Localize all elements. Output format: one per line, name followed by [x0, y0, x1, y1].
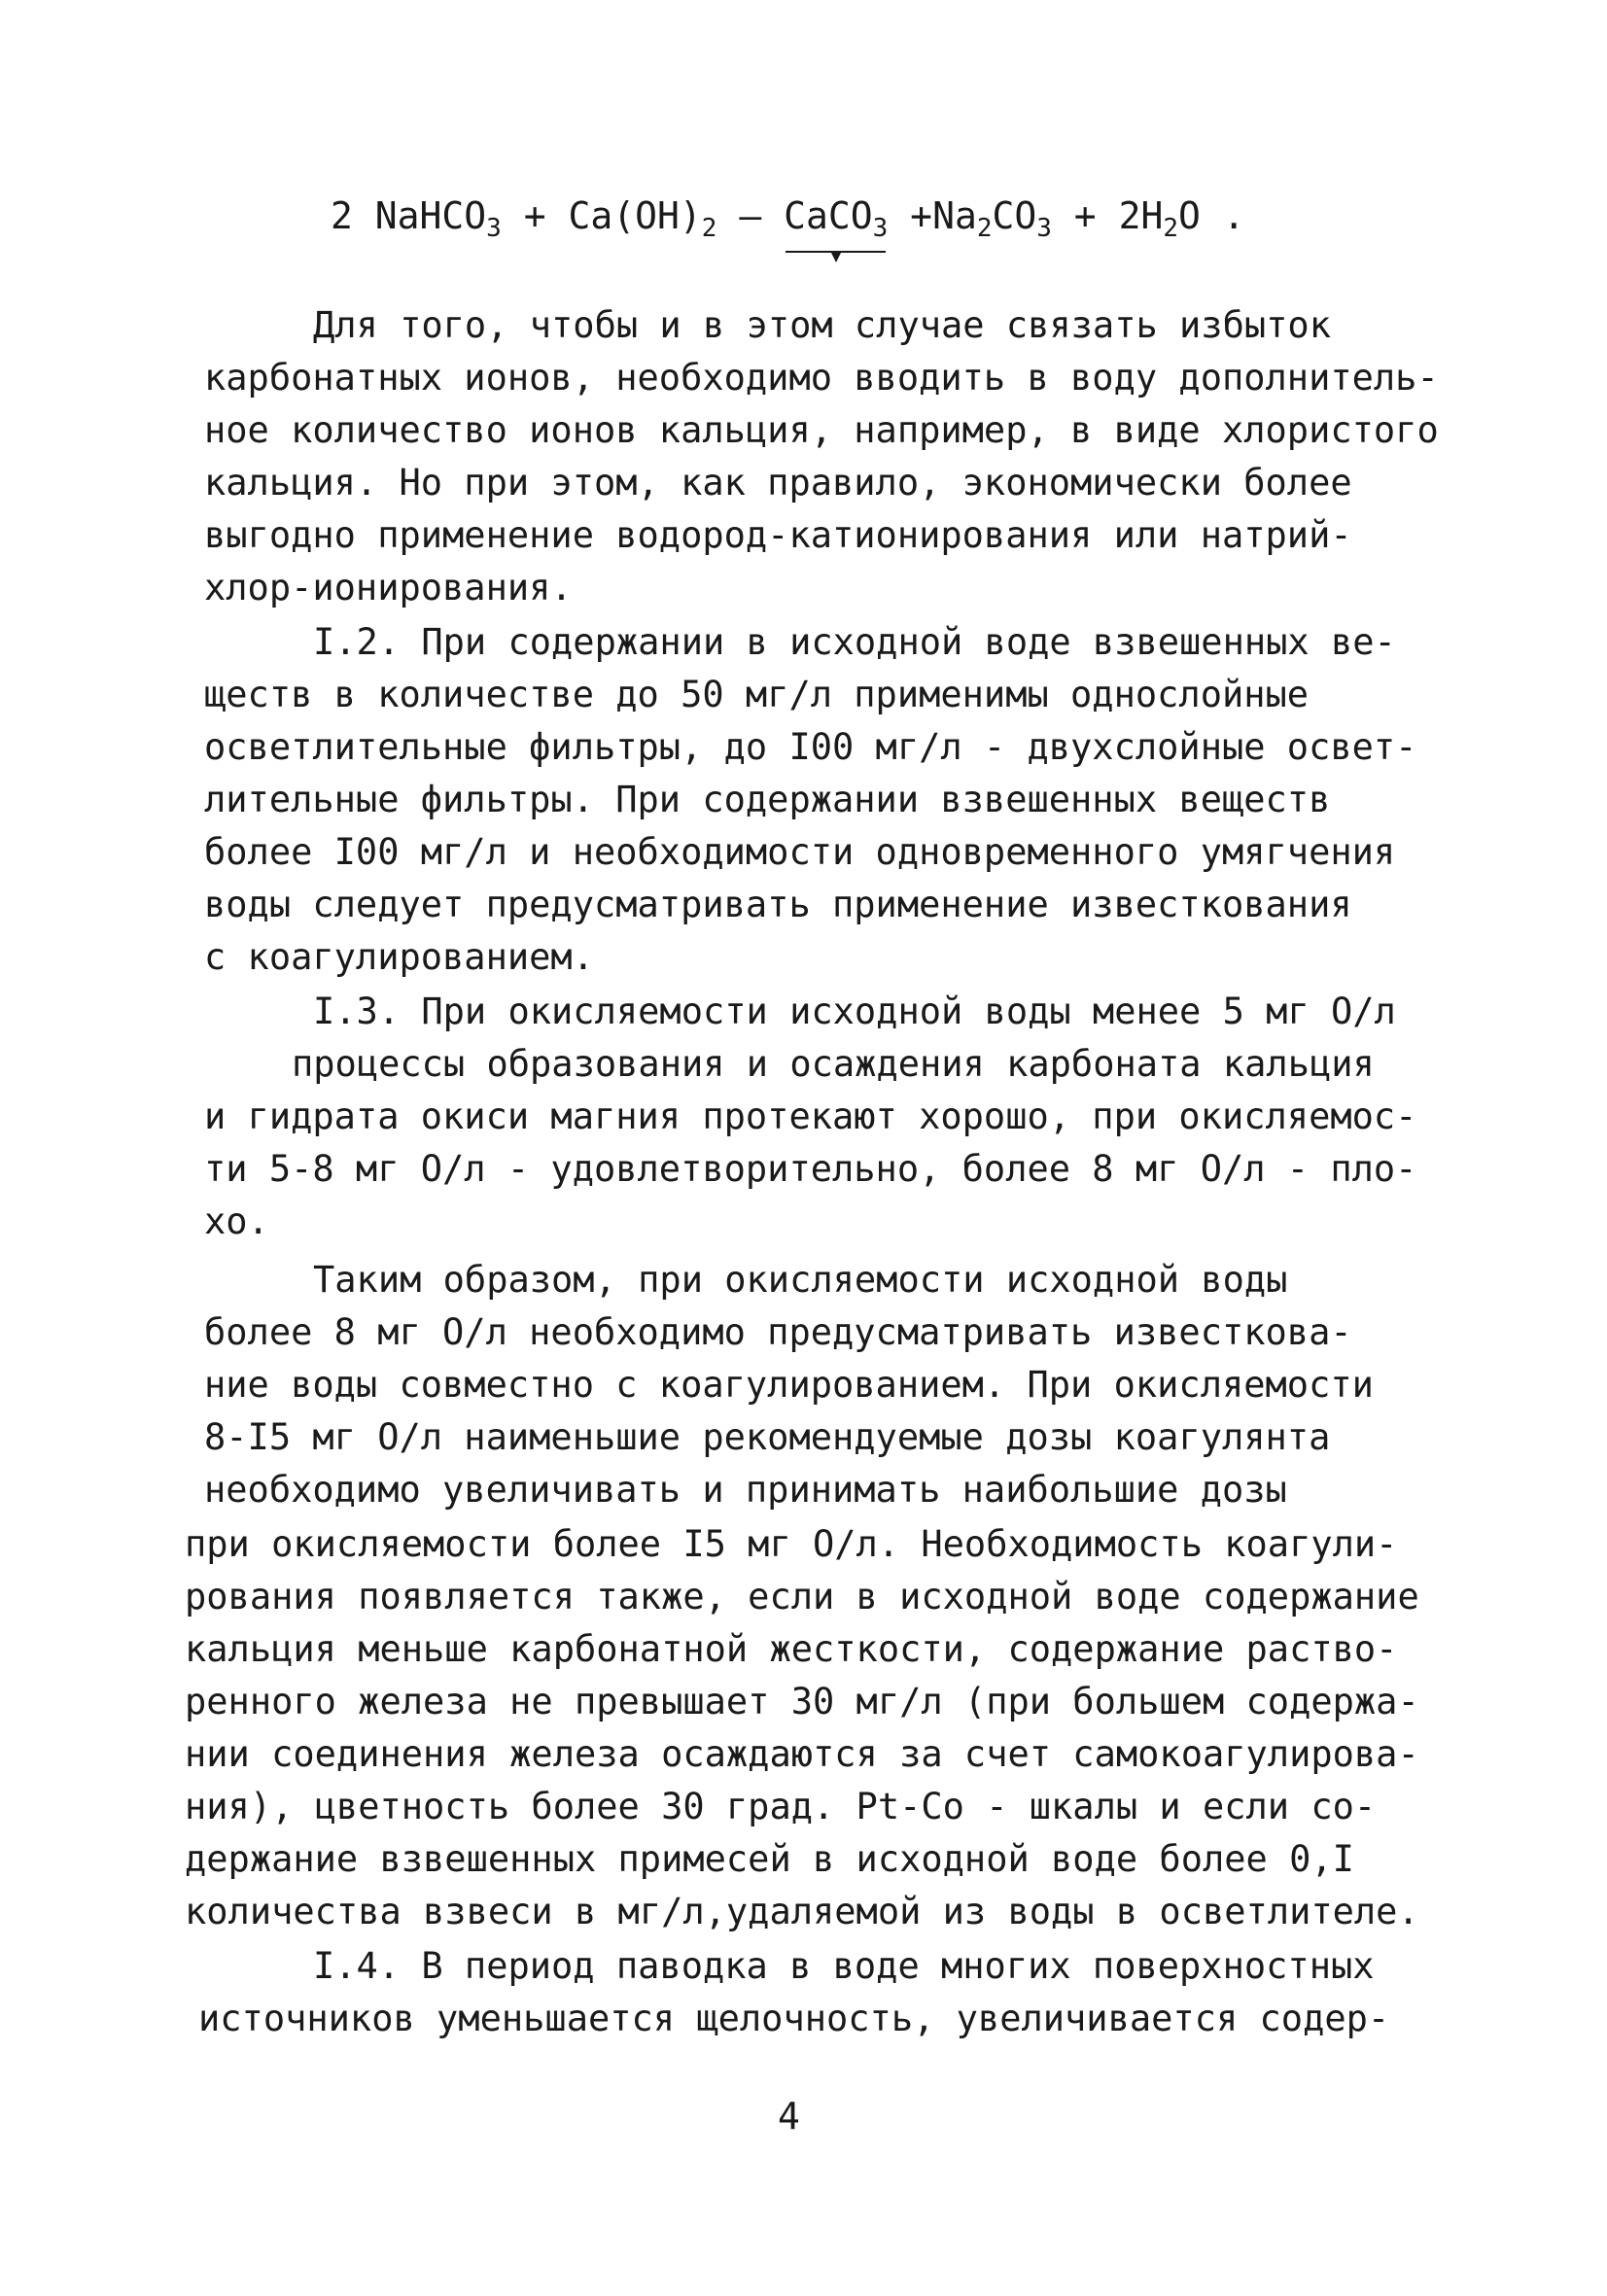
text-line: кальция. Но при этом, как правило, экономически более [204, 462, 1352, 504]
eq-water: $2H_2O$ [1118, 194, 1201, 243]
text-line: хлор-ионирования. [204, 567, 573, 609]
eq-calcium-hydroxide: $Ca(OH)_2$ [568, 194, 717, 243]
text-line: лительные фильтры. При содержании взвешенных веществ [204, 779, 1331, 820]
text-line: необходимо увеличивать и принимать наибольшие дозы [204, 1469, 1287, 1511]
eq-plus: + [1073, 194, 1097, 237]
eq-calcium-carbonate: CaCO$_3$ [784, 187, 888, 245]
eq-sodium-carbonate: $Na_2CO_3$ [932, 194, 1052, 243]
text-line: хо. [204, 1200, 269, 1242]
eq-period: . [1222, 194, 1245, 237]
text-line: ти 5-8 мг О/л - удовлетворительно, более 8 мг О/л - пло- [204, 1148, 1417, 1190]
text-line: I.2. При содержании в исходной воде взвешенных ве- [313, 621, 1396, 663]
text-line: I.4. В период паводка в воде многих поверхностных [313, 1945, 1375, 1987]
text-line: рования появляется также, если в исходной воде содержание [185, 1576, 1419, 1618]
text-line: количества взвеси в мг/л,удаляемой из воды в осветлителе. [185, 1891, 1419, 1932]
text-line: ние воды совместно с коагулированием. При окисляемости [204, 1364, 1374, 1406]
text-line: осветлительные фильтры, до I00 мг/л - двухслойные освет- [204, 726, 1417, 768]
text-line: Для того, чтобы и в этом случае связать избыток [313, 304, 1331, 346]
precipitate-arrow-icon [786, 251, 886, 253]
text-line: воды следует предусматривать применение известкования [204, 884, 1352, 925]
text-line: при окисляемости более I5 мг О/л. Необходимость коагули- [185, 1523, 1398, 1565]
text-line: Таким образом, при окисляемости исходной воды [313, 1259, 1288, 1301]
text-line: держание взвешенных примесей в исходной воде более 0,I [185, 1838, 1354, 1880]
text-line: выгодно применение водород-катионирования или натрий- [204, 514, 1352, 556]
text-line: кальция меньше карбонатной жесткости, содержание раство- [185, 1628, 1398, 1670]
chemical-equation [331, 187, 1245, 245]
eq-arrow: — [739, 194, 762, 237]
text-line: нии соединения железа осаждаются за счет самокоагулирова- [185, 1733, 1419, 1775]
text-line: более I00 мг/л и необходимости одновременного умягчения [204, 831, 1396, 873]
text-line: ществ в количестве до 50 мг/л применимы однослойные [204, 674, 1310, 715]
eq-coefficient: 2 [331, 194, 353, 237]
text-line: 8-I5 мг О/л наименьшие рекомендуемые дозы коагулянта [204, 1416, 1331, 1458]
eq-plus: + [523, 194, 546, 237]
text-line: с коагулированием. [204, 936, 594, 978]
text-line: ное количество ионов кальция, например, в виде хлористого [204, 409, 1439, 451]
eq-plus: + [910, 194, 933, 237]
text-line: и гидрата окиси магния протекают хорошо, при окисляемос- [204, 1096, 1417, 1137]
text-line: I.3. При окисляемости исходной воды менее 5 мг О/л [313, 991, 1396, 1032]
eq-sodium-bicarbonate: NaHCO$_3$ [374, 194, 502, 243]
text-line: процессы образования и осаждения карбоната кальция [292, 1043, 1375, 1085]
text-line: ренного железа не превышает 30 мг/л (при большем содержа- [185, 1681, 1419, 1722]
text-line: ния), цветность более 30 град. Pt-Co - шкалы и если со- [185, 1786, 1377, 1827]
text-line: карбонатных ионов, необходимо вводить в воду дополнитель- [204, 357, 1439, 399]
text-line: более 8 мг О/л необходимо предусматривать известкова- [204, 1311, 1352, 1353]
text-line: источников уменьшается щелочность, увеличивается содер- [198, 1998, 1390, 2039]
page-number: 4 [778, 2095, 800, 2138]
